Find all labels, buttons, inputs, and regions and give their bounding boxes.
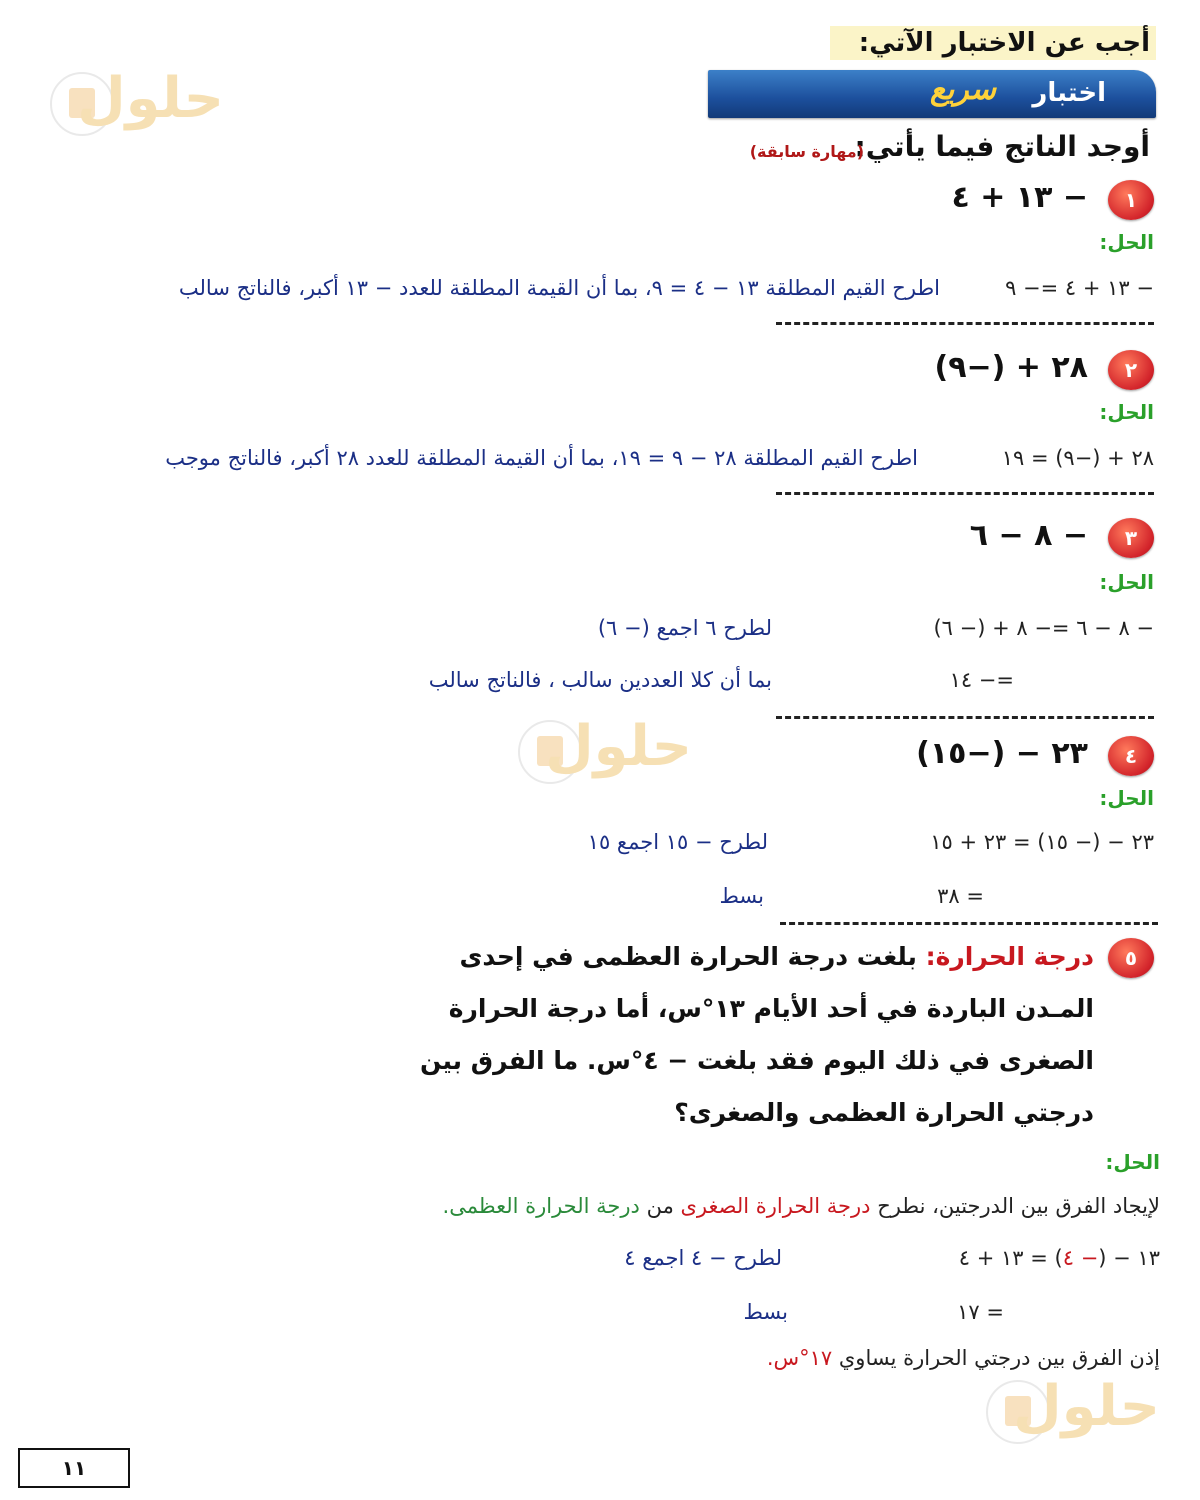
problem-expression: − ٨ − ٦ xyxy=(969,518,1088,553)
problem-number-badge: ٣ xyxy=(1108,518,1154,558)
equation-part: ١٣ − ( xyxy=(1098,1246,1160,1270)
watermark-text: حلول xyxy=(77,66,224,131)
watermark-logo-bottom xyxy=(960,1374,1160,1450)
divider xyxy=(776,716,1154,719)
problem-number-badge: ١ xyxy=(1108,180,1154,220)
divider xyxy=(776,322,1154,325)
banner-word-quick: سريع xyxy=(929,72,996,107)
work-equation: =− ١٤ xyxy=(949,668,1014,692)
explanation-mid: من xyxy=(646,1194,674,1218)
work-explanation: لطرح ٦ اجمع (− ٦) xyxy=(597,616,772,640)
page-number: ١١ xyxy=(18,1448,130,1488)
conclusion-value: ١٧°س. xyxy=(766,1346,833,1370)
solution-label: الحل: xyxy=(1099,230,1154,254)
explanation-min-temp: درجة الحرارة الصغرى xyxy=(680,1194,871,1218)
watermark-text: حلول xyxy=(545,714,692,779)
conclusion-prefix: إذن الفرق بين درجتي الحرارة يساوي xyxy=(838,1346,1160,1370)
word-problem-line: المـدن الباردة في أحد الأيام ١٣°س، أما درجة الحرارة xyxy=(448,994,1094,1023)
conclusion-line xyxy=(767,1346,1160,1370)
work-explanation: بما أن كلا العددين سالب ، فالناتج سالب xyxy=(428,668,772,692)
explanation-line xyxy=(443,1194,1160,1218)
watermark-logo-middle xyxy=(492,714,692,790)
solution-label: الحل: xyxy=(1105,1150,1160,1174)
word-problem-title: درجة الحرارة: xyxy=(925,942,1094,971)
work-equation xyxy=(959,1246,1160,1270)
solution-label: الحل: xyxy=(1099,570,1154,594)
work-explanation: لطرح − ١٥ اجمع ١٥ xyxy=(587,830,768,854)
equation-negative-part: − ٤ xyxy=(1062,1246,1099,1270)
work-equation: ٢٨ + (−٩) = ١٩ xyxy=(1001,446,1154,470)
work-equation: = ٣٨ xyxy=(937,884,984,908)
quick-test-banner xyxy=(708,70,1156,118)
skill-note: (مهارة سابقة) xyxy=(749,142,864,161)
equation-part: = ١٧ xyxy=(957,1300,1004,1324)
explanation-max-temp: درجة الحرارة العظمى. xyxy=(442,1194,640,1218)
work-equation: − ١٣ + ٤ =− ٩ xyxy=(1005,276,1154,300)
problem-number-badge: ٢ xyxy=(1108,350,1154,390)
instruction-text: أوجد الناتج فيما يأتي: xyxy=(854,130,1150,163)
work-equation xyxy=(957,1300,1004,1324)
banner-word-test: اختبار xyxy=(1032,78,1106,108)
problem-expression: − ١٣ + ٤ xyxy=(951,180,1088,215)
explanation-prefix: لإيجاد الفرق بين الدرجتين، نطرح xyxy=(877,1194,1160,1218)
equation-part: ) = ١٣ + ٤ xyxy=(958,1246,1063,1270)
word-problem-line xyxy=(460,942,1095,971)
work-explanation: بسط xyxy=(719,884,764,908)
divider xyxy=(780,922,1158,925)
page-heading: أجب عن الاختبار الآتي: xyxy=(830,26,1156,60)
word-problem-line: الصغرى في ذلك اليوم فقد بلغت − ٤°س. ما الفرق بين xyxy=(419,1046,1094,1075)
work-explanation: اطرح القيم المطلقة ١٣ − ٤ = ٩، بما أن القيمة المطلقة للعدد − ١٣ أكبر، فالناتج سالب xyxy=(178,276,940,300)
work-explanation: اطرح القيم المطلقة ٢٨ − ٩ = ١٩، بما أن القيمة المطلقة للعدد ٢٨ أكبر، فالناتج موجب xyxy=(165,446,918,470)
solution-label: الحل: xyxy=(1099,786,1154,810)
work-equation: ٢٣ − (− ١٥) = ٢٣ + ١٥ xyxy=(930,830,1154,854)
word-problem-line: درجتي الحرارة العظمى والصغرى؟ xyxy=(674,1098,1094,1127)
watermark-text: حلول xyxy=(1013,1374,1160,1439)
watermark-logo-top xyxy=(24,66,224,142)
divider xyxy=(776,492,1154,495)
problem-number-badge: ٥ xyxy=(1108,938,1154,978)
work-explanation: بسط xyxy=(743,1300,788,1324)
word-problem-text: بلغت درجة الحرارة العظمى في إحدى xyxy=(459,942,917,971)
work-explanation: لطرح − ٤ اجمع ٤ xyxy=(624,1246,782,1270)
work-equation: − ٨ − ٦ =− ٨ + (− ٦) xyxy=(933,616,1154,640)
problem-number-badge: ٤ xyxy=(1108,736,1154,776)
problem-expression: ٢٨ + (−٩) xyxy=(934,350,1088,385)
solution-label: الحل: xyxy=(1099,400,1154,424)
problem-expression: ٢٣ − (−١٥) xyxy=(916,736,1088,771)
